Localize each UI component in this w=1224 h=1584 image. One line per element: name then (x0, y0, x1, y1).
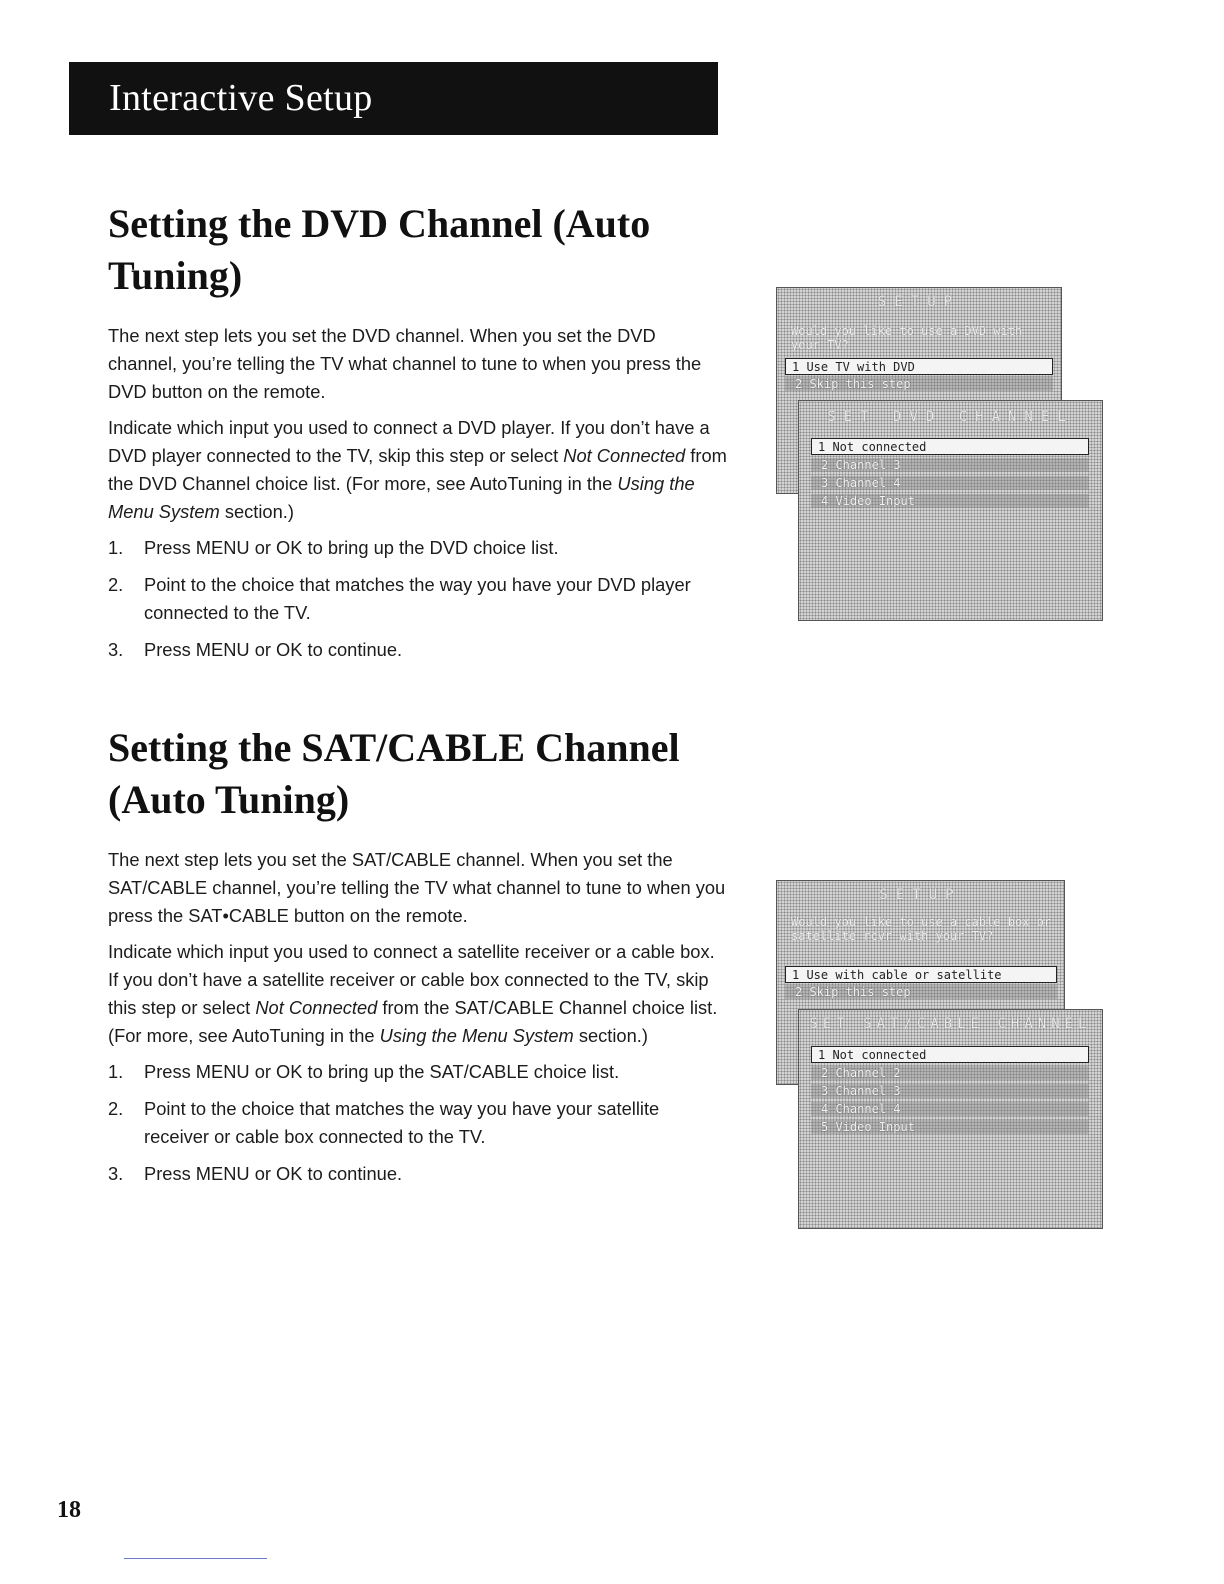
set-channel-option-label: 4 Channel 4 (821, 1102, 901, 1116)
dvd-steps (108, 534, 728, 664)
dvd-section-title (108, 198, 728, 302)
dvd-step-number: 2. (108, 574, 124, 595)
header-title: Interactive Setup (109, 77, 373, 119)
dvd-title-line2: Tuning) (108, 253, 243, 298)
set-channel-option[interactable] (811, 494, 1089, 508)
sat-title-line1: Setting the SAT/CABLE Channel (108, 725, 680, 770)
header-banner (69, 62, 718, 135)
setup-menu-selected-option[interactable]: 1 Use TV with DVD (785, 358, 1053, 375)
dvd-indicate-italic1: Not Connected (563, 445, 686, 466)
setup-menu-option[interactable] (785, 377, 1053, 391)
setup-menu-title: SETUP (877, 294, 961, 310)
dvd-indicate-part3: section.) (219, 501, 294, 522)
dvd-menu-screenshot (776, 287, 1103, 621)
sat-steps (108, 1058, 728, 1188)
dvd-step (108, 534, 728, 562)
sat-step (108, 1160, 728, 1188)
dvd-intro: The next step lets you set the DVD channel. When you set the DVD channel, you’re telling the TV what channel to tune to when you press the DVD button on the remote. (108, 325, 702, 402)
set-channel-panel (798, 1009, 1103, 1229)
sat-step-number: 2. (108, 1098, 124, 1119)
dvd-title-line1: Setting the DVD Channel (Auto (108, 201, 651, 246)
setup-menu-title: SETUP (879, 887, 962, 903)
sat-step-number: 3. (108, 1163, 124, 1184)
set-channel-option-label: 2 Channel 3 (821, 458, 901, 472)
sat-indicate-italic2: Using the Menu System (379, 1025, 574, 1046)
set-channel-option-label: 2 Channel 2 (821, 1066, 901, 1080)
sat-indicate-part3: section.) (573, 1025, 648, 1046)
set-channel-option[interactable] (811, 476, 1089, 490)
sat-step-text: Point to the choice that matches the way you have your satellite receiver or cable box connected to the TV. (144, 1098, 660, 1147)
dvd-step-text: Point to the choice that matches the way you have your DVD player connected to the TV. (144, 574, 691, 623)
sat-step-text: Press MENU or OK to continue. (144, 1163, 403, 1184)
setup-menu-option[interactable] (785, 985, 1057, 999)
set-channel-panel (798, 400, 1103, 621)
sat-step-number: 1. (108, 1061, 124, 1082)
set-channel-option[interactable] (811, 1084, 1089, 1098)
dvd-step (108, 636, 728, 664)
set-channel-option[interactable] (811, 458, 1089, 472)
setup-menu-selected-option[interactable]: 1 Use with cable or satellite (785, 966, 1057, 983)
footer-rule (124, 1558, 267, 1559)
dvd-indicate-paragraph (108, 414, 728, 526)
dvd-indicate-italic2: Using the Menu System (108, 473, 695, 522)
sat-indicate-part1: Indicate which input you used to connect a satellite receiver or a cable box. If you don’t have a satellite receiver or cable box connected to the TV, skip this step or select (108, 941, 715, 1018)
setup-menu-option-label: 2 Skip this step (795, 377, 911, 391)
set-channel-title: SET DVD CHANNEL (827, 409, 1074, 425)
dvd-step-text: Press MENU or OK to continue. (144, 639, 403, 660)
set-channel-title: SET SAT/CABLE CHANNEL (809, 1016, 1092, 1032)
dvd-step-number: 1. (108, 537, 124, 558)
dvd-indicate-part2: from the DVD Channel choice list. (For more, see AutoTuning in the (108, 445, 727, 494)
set-channel-option-label: 5 Video Input (821, 1120, 915, 1134)
dvd-step-text: Press MENU or OK to bring up the DVD choice list. (144, 537, 559, 558)
sat-indicate-paragraph (108, 938, 728, 1050)
setup-menu-prompt: Would you like to use a cable box or satellite rcvr with your TV? (791, 915, 1052, 943)
dvd-indicate-part1: Indicate which input you used to connect a DVD player. If you don’t have a DVD player connected to the TV, skip this step or select (108, 417, 710, 466)
sat-intro: The next step lets you set the SAT/CABLE channel. When you set the SAT/CABLE channel, you’re telling the TV what channel to tune to when you press the SAT•CABLE button on the remote. (108, 849, 726, 926)
sat-step (108, 1095, 728, 1151)
page-number: 18 (57, 1497, 81, 1523)
set-channel-option-label: 4 Video Input (821, 494, 915, 508)
dvd-step (108, 571, 728, 627)
sat-indicate-italic1: Not Connected (255, 997, 378, 1018)
dvd-section (108, 198, 728, 673)
set-channel-option[interactable] (811, 1120, 1089, 1134)
sat-step (108, 1058, 728, 1086)
set-channel-selected-option[interactable]: 1 Not connected (811, 438, 1089, 455)
sat-cable-section (108, 722, 728, 1197)
set-channel-option-label: 3 Channel 4 (821, 476, 901, 490)
setup-menu-option-label: 2 Skip this step (795, 985, 911, 999)
sat-step-text: Press MENU or OK to bring up the SAT/CABLE choice list. (144, 1061, 620, 1082)
sat-title-line2: (Auto Tuning) (108, 777, 350, 822)
sat-section-title (108, 722, 728, 826)
sat-indicate-part2: from the SAT/CABLE Channel choice list. (For more, see AutoTuning in the (108, 997, 718, 1046)
sat-cable-menu-screenshot (776, 880, 1103, 1229)
set-channel-option[interactable] (811, 1066, 1089, 1080)
set-channel-option[interactable] (811, 1102, 1089, 1116)
set-channel-selected-option[interactable]: 1 Not connected (811, 1046, 1089, 1063)
setup-menu-prompt: Would you like to use a DVD with your TV? (791, 324, 1023, 352)
dvd-step-number: 3. (108, 639, 124, 660)
set-channel-option-label: 3 Channel 3 (821, 1084, 901, 1098)
